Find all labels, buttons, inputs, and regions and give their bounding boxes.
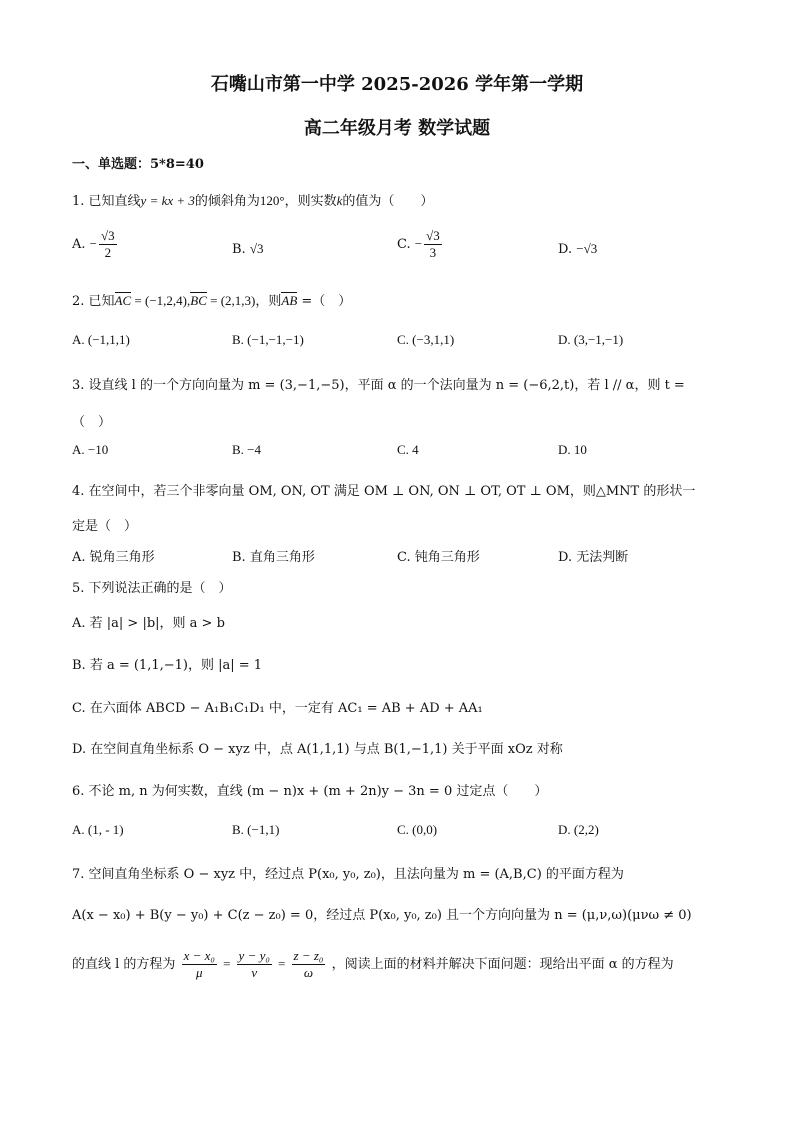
- q1-option-a-sign: −: [89, 236, 98, 251]
- question-6-stem: 6. 不论 m, n 为何实数，直线 (m − n)x + (m + 2n)y − 3n = 0 过定点（ ）: [72, 784, 548, 799]
- q3-option-d: D. 10: [558, 442, 587, 457]
- question-4-line-2: 定是（ ）: [72, 519, 138, 534]
- q1-option-a-numerator: √3: [101, 228, 115, 243]
- q1-option-a-denominator: 2: [104, 245, 112, 260]
- q1-option-d-label: D.: [558, 242, 573, 257]
- q2-vector-ac: AC: [114, 293, 132, 308]
- q7-line3-text-b: ，阅读上面的材料并解决下面问题：现给出平面 α 的方程为: [331, 957, 674, 972]
- exam-title-line1: 石嘴山市第一中学 2025-2026 学年第一学期: [210, 74, 584, 95]
- question-5-stem: 5. 下列说法正确的是（ ）: [72, 581, 232, 596]
- q3-option-c: C. 4: [397, 442, 419, 457]
- q1-line-equation: y = kx + 3: [140, 193, 195, 208]
- q5-option-b: B. 若 a = (1,1,−1)，则 |a| = 1: [72, 658, 263, 673]
- q7-fraction-z-numerator: z − z₀: [293, 948, 324, 963]
- q7-fraction-z: [292, 948, 326, 981]
- q3-option-b: B. −4: [232, 442, 262, 457]
- q2-vector-bc: BC: [190, 293, 207, 308]
- q4-option-d: D. 无法判断: [558, 550, 629, 565]
- question-7-line-1: 7. 空间直角坐标系 O − xyz 中，经过点 P(x₀, y₀, z₀)，且法向量为 m = (A,B,C) 的平面方程为: [72, 867, 624, 882]
- q7-fraction-z-denominator: ω: [303, 965, 314, 980]
- question-7-line-2: A(x − x₀) + B(y − y₀) + C(z − z₀) = 0，经过点 P(x₀, y₀, z₀) 且一个方向向量为 n = (μ,ν,ω)(μνω ≠ 0): [72, 908, 692, 923]
- q1-k: k: [336, 193, 343, 208]
- section-heading: 一、单选题：5*8=40: [72, 157, 204, 172]
- q4-option-a: A. 锐角三角形: [72, 550, 155, 565]
- q2-option-d: D. (3,−1,−1): [558, 332, 624, 347]
- q1-option-a-fraction: [99, 228, 117, 261]
- q1-option-c-fraction: [424, 228, 442, 261]
- q1-option-c: [397, 228, 444, 261]
- q5-option-d: D. 在空间直角坐标系 O − xyz 中，点 A(1,1,1) 与点 B(1,−1,1) 关于平面 xOz 对称: [72, 742, 563, 757]
- exam-title-line2: 高二年级月考 数学试题: [303, 118, 491, 139]
- question-1-stem: [72, 190, 433, 209]
- q7-line3-text-a: 的直线 l 的方程为: [72, 957, 176, 972]
- q1-option-d-value: −√3: [576, 241, 598, 256]
- q7-equals-1: =: [223, 956, 231, 971]
- q2-text-mid: ，则: [255, 294, 282, 309]
- q7-fraction-y-denominator: ν: [251, 965, 258, 980]
- q4-option-c: C. 钝角三角形: [397, 550, 480, 565]
- q1-option-c-sign: −: [414, 236, 423, 251]
- q7-fraction-x: [182, 948, 217, 981]
- q6-option-d: D. (2,2): [558, 822, 599, 837]
- q5-option-a: A. 若 |a| > |b|，则 a > b: [72, 616, 225, 631]
- q4-option-b: B. 直角三角形: [232, 550, 315, 565]
- q7-fraction-x-numerator: x − x₀: [183, 948, 215, 963]
- q3-option-a: A. −10: [72, 442, 109, 457]
- question-2-stem: [72, 290, 351, 309]
- q2-value-bc: = (2,1,3): [206, 293, 256, 308]
- q2-text: 2. 已知: [72, 294, 115, 309]
- q2-option-b: B. (−1,−1,−1): [232, 332, 304, 347]
- q1-option-d: [558, 241, 597, 257]
- q5-option-c: C. 在六面体 ABCD − A₁B₁C₁D₁ 中，一定有 AC₁ = AB + AD + AA₁: [72, 701, 483, 716]
- q2-option-c: C. (−3,1,1): [397, 332, 455, 347]
- q1-text-b: 的倾斜角为: [194, 194, 260, 209]
- q1-text-a: 1. 已知直线: [72, 194, 141, 209]
- q1-option-b: [232, 241, 263, 257]
- q6-option-c: C. (0,0): [397, 822, 438, 837]
- question-7-line-3: [72, 948, 674, 981]
- q1-option-b-label: B.: [232, 242, 246, 257]
- q2-value-ac: = (−1,2,4),: [131, 293, 191, 308]
- q1-angle: 120°: [259, 193, 285, 208]
- q1-option-a: [72, 228, 119, 261]
- question-4-line-1: 4. 在空间中，若三个非零向量 OM, ON, OT 满足 OM ⊥ ON, ON ⊥ OT, OT ⊥ OM，则△MNT 的形状一: [72, 484, 696, 499]
- q1-option-c-numerator: √3: [426, 228, 440, 243]
- q6-option-b: B. (−1,1): [232, 822, 280, 837]
- q1-option-b-value: √3: [249, 241, 264, 256]
- q2-text-tail: =（ ）: [297, 294, 352, 309]
- q1-text-c: ，则实数: [284, 194, 337, 209]
- question-3-line-2: （ ）: [72, 415, 112, 430]
- question-3-line-1: 3. 设直线 l 的一个方向向量为 m = (3,−1,−5)，平面 α 的一个法向量为 n = (−6,2,t)，若 l // α，则 t =: [72, 378, 685, 393]
- q7-fraction-y: [237, 948, 272, 981]
- q2-option-a: A. (−1,1,1): [72, 332, 130, 347]
- q6-option-a: A. (1, - 1): [72, 822, 124, 837]
- q7-equals-2: =: [278, 956, 286, 971]
- q7-fraction-y-numerator: y − y₀: [238, 948, 270, 963]
- q1-option-c-denominator: 3: [429, 245, 437, 260]
- q2-vector-ab: AB: [281, 293, 298, 308]
- q1-text-d: 的值为（ ）: [342, 194, 434, 209]
- q1-option-c-label: C.: [397, 237, 411, 252]
- q1-option-a-label: A.: [72, 237, 86, 252]
- q7-fraction-x-denominator: μ: [195, 965, 203, 980]
